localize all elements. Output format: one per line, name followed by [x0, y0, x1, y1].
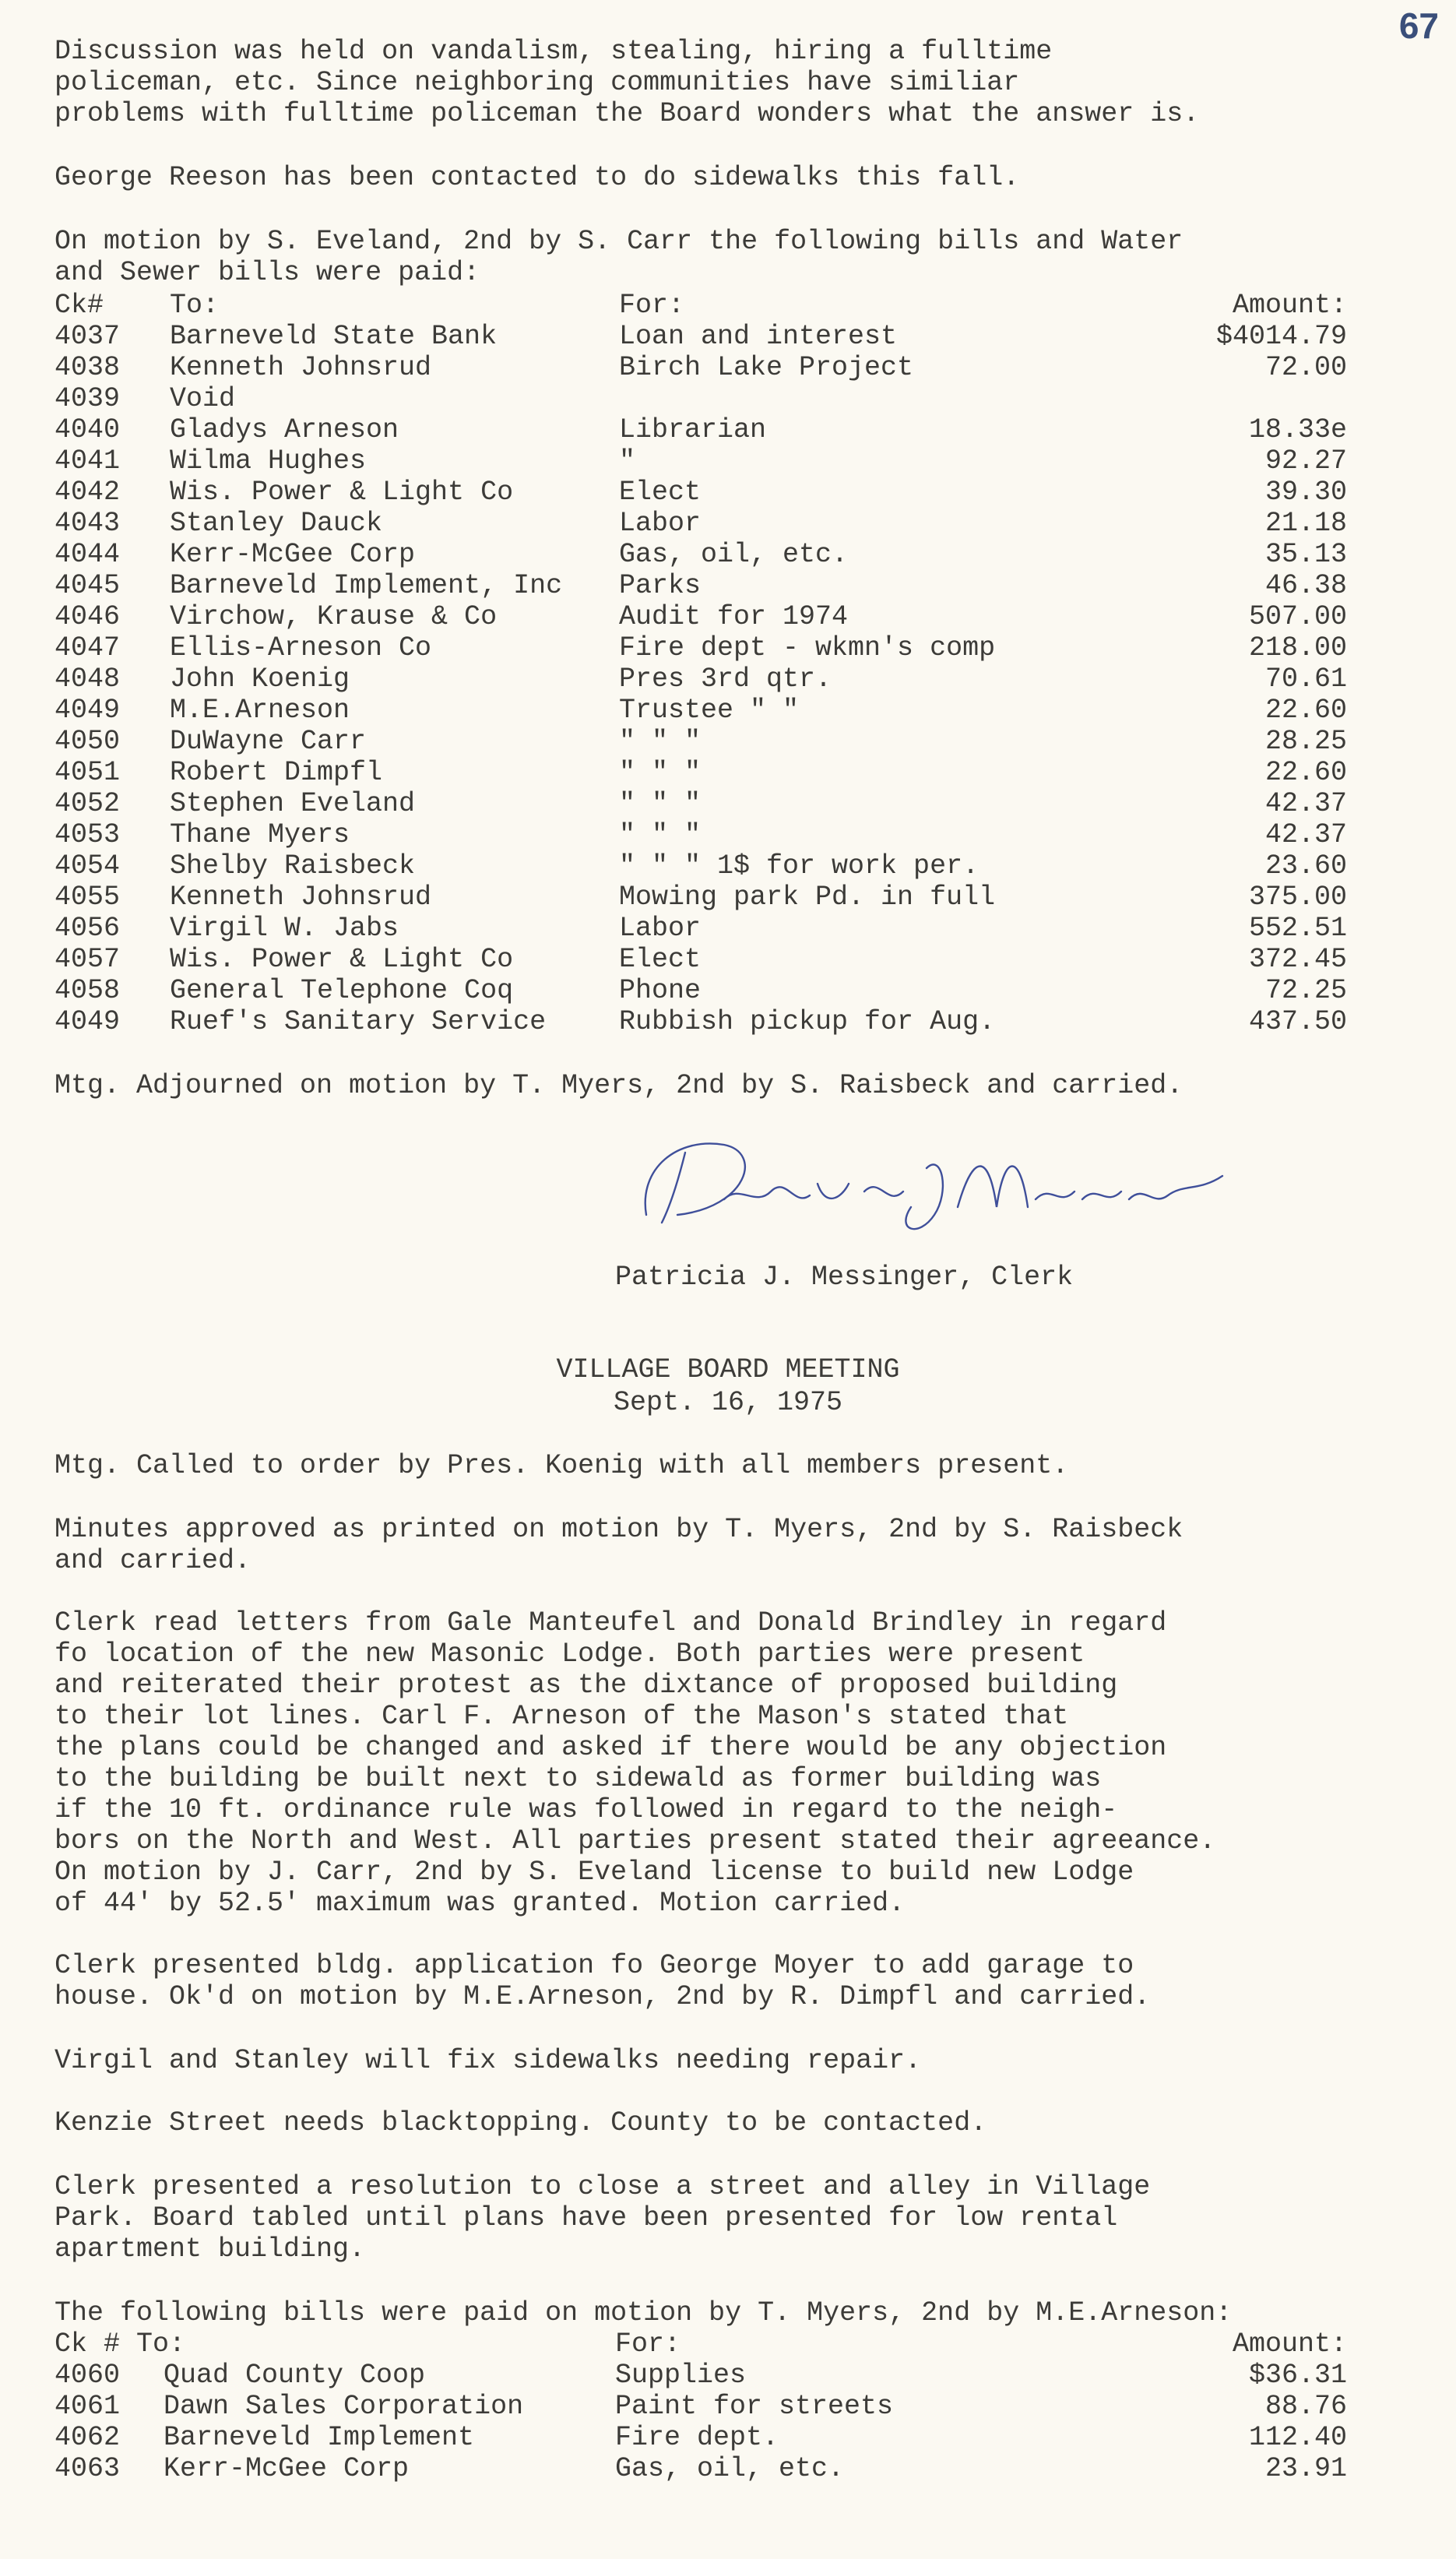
row-purpose: Audit for 1974 [619, 601, 849, 632]
row-payee: Barneveld State Bank [170, 321, 498, 352]
header-amount: Amount: [1232, 290, 1347, 321]
row-check-number: 4042 [55, 477, 121, 508]
row-payee: General Telephone Coq [170, 975, 514, 1006]
row-check-number: 4051 [55, 757, 121, 788]
row-amount: 22.60 [1264, 695, 1347, 726]
table-row [55, 913, 1394, 944]
row-amount: 21.18 [1264, 508, 1347, 539]
row-amount: 92.27 [1264, 445, 1347, 477]
header-ck-to: Ck # To: [55, 2328, 186, 2360]
adjourned-paragraph: Mtg. Adjourned on motion by T. Myers, 2nd by S. Raisbeck and carried. [55, 1070, 1183, 1101]
clerk-name: Patricia J. Messinger, Clerk [615, 1262, 1074, 1293]
row-purpose: Paint for streets [615, 2391, 894, 2422]
row-amount: 39.30 [1264, 477, 1347, 508]
row-amount: 18.33e [1248, 414, 1347, 445]
bills-table-september [55, 2328, 1394, 2484]
table-row [55, 2422, 1394, 2453]
row-amount: 72.00 [1264, 352, 1347, 383]
row-amount: $4014.79 [1215, 321, 1347, 352]
row-check-number: 4049 [55, 1006, 121, 1037]
row-check-number: 4040 [55, 414, 121, 445]
row-purpose: Labor [619, 913, 702, 944]
row-payee: Kerr-McGee Corp [170, 539, 416, 570]
row-check-number: 4063 [55, 2453, 121, 2484]
row-purpose: Mowing park Pd. in full [619, 882, 996, 913]
row-check-number: 4048 [55, 664, 121, 695]
row-payee: Dawn Sales Corporation [164, 2391, 524, 2422]
row-payee: Virchow, Krause & Co [170, 601, 498, 632]
row-purpose: Gas, oil, etc. [615, 2453, 845, 2484]
building-application-paragraph: Clerk presented bldg. application fo George Moyer to add garage to house. Ok'd on motion by M.E.Arneson, 2nd by R. Dimpfl and carried. [55, 1950, 1151, 2012]
row-payee: Wilma Hughes [170, 445, 367, 477]
table-row [55, 819, 1394, 850]
row-payee: Kerr-McGee Corp [164, 2453, 410, 2484]
handwritten-signature [631, 1121, 1238, 1254]
bills-paid-paragraph: The following bills were paid on motion by T. Myers, 2nd by M.E.Arneson: [55, 2297, 1233, 2328]
row-check-number: 4056 [55, 913, 121, 944]
minutes-approved-paragraph: Minutes approved as printed on motion by T. Myers, 2nd by S. Raisbeck and carried. [55, 1514, 1183, 1576]
row-check-number: 4038 [55, 352, 121, 383]
row-amount: 437.50 [1248, 1006, 1347, 1037]
row-check-number: 4050 [55, 726, 121, 757]
row-payee: Robert Dimpfl [170, 757, 383, 788]
row-check-number: 4061 [55, 2391, 121, 2422]
row-amount: 23.60 [1264, 850, 1347, 882]
row-amount: 70.61 [1264, 664, 1347, 695]
table-row [55, 2360, 1394, 2391]
row-purpose: Supplies [615, 2360, 747, 2391]
table-row [55, 664, 1394, 695]
row-purpose: Phone [619, 975, 702, 1006]
row-purpose: Fire dept - wkmn's comp [619, 632, 996, 664]
row-payee: Gladys Arneson [170, 414, 399, 445]
row-purpose: Birch Lake Project [619, 352, 914, 383]
row-payee: Ruef's Sanitary Service [170, 1006, 547, 1037]
row-check-number: 4053 [55, 819, 121, 850]
page-number: 67 [1398, 5, 1439, 46]
row-payee: Void [170, 383, 236, 414]
sidewalks-paragraph: George Reeson has been contacted to do sidewalks this fall. [55, 162, 1020, 193]
called-to-order-paragraph: Mtg. Called to order by Pres. Koenig with all members present. [55, 1450, 1069, 1481]
table-row [55, 383, 1394, 414]
row-check-number: 4054 [55, 850, 121, 882]
row-amount: 28.25 [1264, 726, 1347, 757]
header-amount: Amount: [1232, 2328, 1347, 2360]
header-ck: Ck# [55, 290, 104, 321]
row-check-number: 4039 [55, 383, 121, 414]
table-row [55, 632, 1394, 664]
meeting-title: VILLAGE BOARD MEETING [556, 1354, 900, 1385]
row-purpose: Trustee " " [619, 695, 800, 726]
row-purpose: Fire dept. [615, 2422, 779, 2453]
row-amount: 35.13 [1264, 539, 1347, 570]
row-purpose: " " " [619, 757, 702, 788]
table-row [55, 539, 1394, 570]
table-row [55, 352, 1394, 383]
row-check-number: 4062 [55, 2422, 121, 2453]
table-row [55, 850, 1394, 882]
row-purpose: Rubbish pickup for Aug. [619, 1006, 996, 1037]
row-check-number: 4058 [55, 975, 121, 1006]
row-amount: 22.60 [1264, 757, 1347, 788]
header-to: To: [170, 290, 220, 321]
table-row [55, 570, 1394, 601]
table-row [55, 2391, 1394, 2422]
row-payee: Wis. Power & Light Co [170, 477, 514, 508]
bills-table-august [55, 290, 1394, 1037]
row-payee: Kenneth Johnsrud [170, 882, 432, 913]
row-purpose: " [619, 445, 636, 477]
sidewalk-repair-paragraph: Virgil and Stanley will fix sidewalks needing repair. [55, 2045, 922, 2076]
row-check-number: 4041 [55, 445, 121, 477]
row-purpose: " " " [619, 726, 702, 757]
row-payee: Thane Myers [170, 819, 350, 850]
row-payee: Kenneth Johnsrud [170, 352, 432, 383]
row-payee: Stephen Eveland [170, 788, 416, 819]
row-purpose: Loan and interest [619, 321, 898, 352]
row-amount: 42.37 [1264, 788, 1347, 819]
row-purpose: Gas, oil, etc. [619, 539, 849, 570]
row-check-number: 4049 [55, 695, 121, 726]
table-row [55, 445, 1394, 477]
bills-table-header [55, 2328, 1394, 2360]
row-payee: DuWayne Carr [170, 726, 367, 757]
table-row [55, 975, 1394, 1006]
row-purpose: Parks [619, 570, 702, 601]
row-purpose: Elect [619, 944, 702, 975]
row-payee: John Koenig [170, 664, 350, 695]
row-check-number: 4047 [55, 632, 121, 664]
bills-table-header [55, 290, 1394, 321]
table-row [55, 788, 1394, 819]
row-payee: Wis. Power & Light Co [170, 944, 514, 975]
vandalism-paragraph: Discussion was held on vandalism, stealing, hiring a fulltime policeman, etc. Since neighboring communities have similiar problems with fulltime policeman the Board wonders what the answer is. [55, 36, 1200, 129]
row-check-number: 4043 [55, 508, 121, 539]
row-amount: 72.25 [1264, 975, 1347, 1006]
table-row [55, 2453, 1394, 2484]
bills-motion-paragraph: On motion by S. Eveland, 2nd by S. Carr the following bills and Water and Sewer bills were paid: [55, 226, 1183, 288]
row-payee: Ellis-Arneson Co [170, 632, 432, 664]
row-amount: 552.51 [1248, 913, 1347, 944]
row-amount: 46.38 [1264, 570, 1347, 601]
row-check-number: 4045 [55, 570, 121, 601]
row-payee: Barneveld Implement [164, 2422, 475, 2453]
row-payee: M.E.Arneson [170, 695, 350, 726]
table-row [55, 601, 1394, 632]
row-check-number: 4055 [55, 882, 121, 913]
row-check-number: 4057 [55, 944, 121, 975]
row-amount: 372.45 [1248, 944, 1347, 975]
row-payee: Shelby Raisbeck [170, 850, 416, 882]
table-row [55, 321, 1394, 352]
row-purpose: Pres 3rd qtr. [619, 664, 832, 695]
table-row [55, 882, 1394, 913]
table-row [55, 757, 1394, 788]
row-check-number: 4052 [55, 788, 121, 819]
row-amount: 507.00 [1248, 601, 1347, 632]
row-check-number: 4060 [55, 2360, 121, 2391]
meeting-date: Sept. 16, 1975 [613, 1387, 843, 1418]
row-amount: $36.31 [1248, 2360, 1347, 2391]
row-amount: 218.00 [1248, 632, 1347, 664]
row-purpose: Librarian [619, 414, 767, 445]
row-purpose: " " " [619, 819, 702, 850]
row-amount: 23.91 [1264, 2453, 1347, 2484]
row-check-number: 4037 [55, 321, 121, 352]
table-row [55, 944, 1394, 975]
row-check-number: 4044 [55, 539, 121, 570]
row-purpose: Labor [619, 508, 702, 539]
blacktopping-paragraph: Kenzie Street needs blacktopping. County to be contacted. [55, 2107, 987, 2138]
masonic-lodge-paragraph: Clerk read letters from Gale Manteufel and Donald Brindley in regard fo location of the new Masonic Lodge. Both parties were present and reiterated their protest as the dixtance of proposed building to their lot lines. Carl F. Arneson of the Mason's stated that the plans could be changed and asked if there would be any objection to the building be built next to sidewald as former building was if the 10 ft. ordinance rule was followed in regard to the neigh- bors on the North and West. All parties present stated their agreeance. On motion by J. Carr, 2nd by S. Eveland license to build new Lodge of 44' by 52.5' maximum was granted. Motion carried. [55, 1607, 1216, 1919]
row-purpose: Elect [619, 477, 702, 508]
row-purpose: " " " 1$ for work per. [619, 850, 979, 882]
row-amount: 112.40 [1248, 2422, 1347, 2453]
table-row [55, 1006, 1394, 1037]
row-purpose: " " " [619, 788, 702, 819]
table-row [55, 695, 1394, 726]
row-amount: 42.37 [1264, 819, 1347, 850]
row-payee: Barneveld Implement, Inc [170, 570, 563, 601]
table-row [55, 414, 1394, 445]
row-payee: Virgil W. Jabs [170, 913, 399, 944]
table-row [55, 726, 1394, 757]
street-closure-paragraph: Clerk presented a resolution to close a street and alley in Village Park. Board tabled until plans have been presented for low rental apartment building. [55, 2171, 1151, 2265]
row-check-number: 4046 [55, 601, 121, 632]
table-row [55, 477, 1394, 508]
header-for: For: [615, 2328, 681, 2360]
row-amount: 375.00 [1248, 882, 1347, 913]
row-payee: Stanley Dauck [170, 508, 383, 539]
row-amount: 88.76 [1264, 2391, 1347, 2422]
row-payee: Quad County Coop [164, 2360, 426, 2391]
table-row [55, 508, 1394, 539]
header-for: For: [619, 290, 685, 321]
